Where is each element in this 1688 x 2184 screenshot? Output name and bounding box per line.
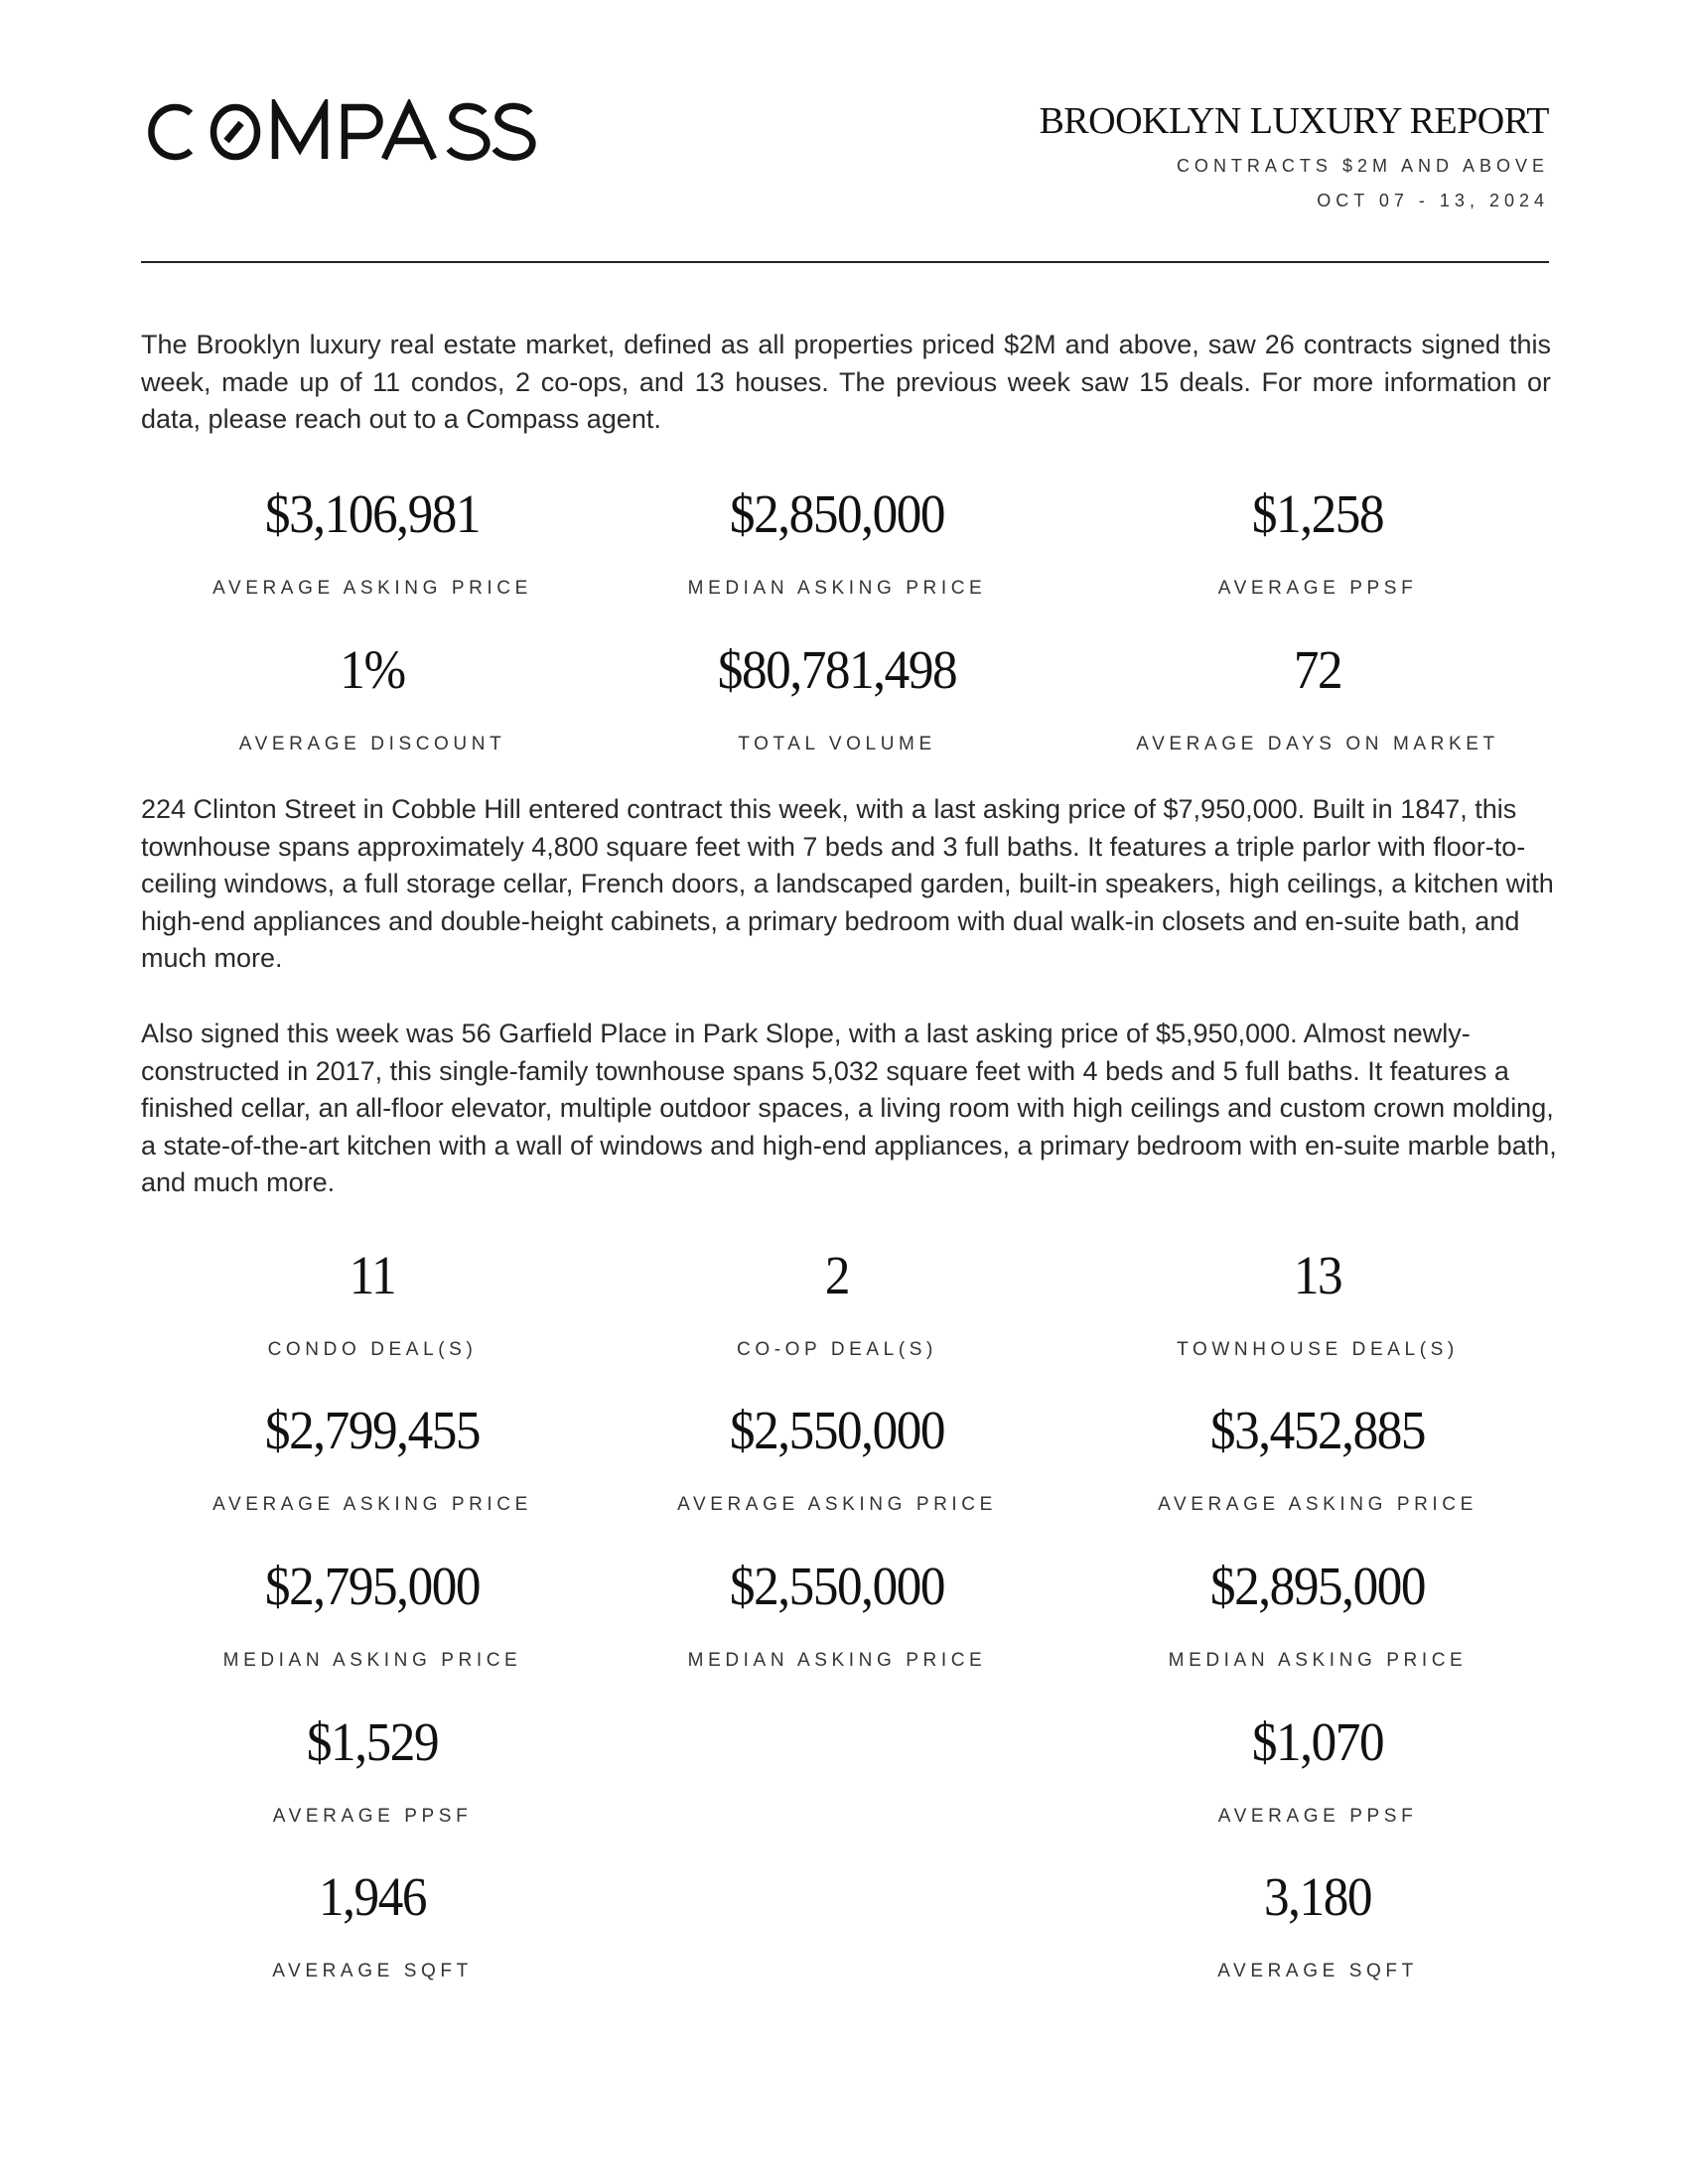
stat-label: AVERAGE PPSF [1217,1806,1418,1827]
townhouse-median-asking-price [1079,1557,1556,1672]
stat-value: $2,799,455 [264,1400,481,1460]
stat-value: 1% [340,639,405,700]
townhouse-average-sqft [1079,1867,1556,1982]
coop-average-asking-price [599,1401,1075,1516]
stat-label: AVERAGE SQFT [1217,1961,1418,1981]
header-divider [141,261,1549,263]
stat-value: 1,946 [318,1866,427,1927]
stat-label: AVERAGE ASKING PRICE [212,1494,532,1515]
stat-label: MEDIAN ASKING PRICE [687,578,987,599]
stat-label: AVERAGE DISCOUNT [238,734,506,754]
stat-label: CONDO DEAL(S) [267,1339,478,1360]
stat-value: $3,452,885 [1209,1400,1426,1460]
compass-wordmark-icon [141,99,568,165]
condo-average-sqft [134,1867,611,1982]
stat-value: $2,550,000 [729,1556,945,1616]
stat-value: $3,106,981 [264,483,481,544]
stat-label: AVERAGE PPSF [1217,578,1418,599]
stat-label: MEDIAN ASKING PRICE [687,1650,987,1671]
stat-label: MEDIAN ASKING PRICE [1168,1650,1468,1671]
stat-label: AVERAGE DAYS ON MARKET [1136,734,1499,754]
condo-average-ppsf [134,1712,611,1828]
stat-value: $80,781,498 [717,639,957,700]
stat-value: $1,070 [1251,1711,1384,1772]
coop-deals [599,1246,1075,1361]
stat-label: AVERAGE PPSF [272,1806,473,1827]
stat-value: $2,795,000 [264,1556,481,1616]
report-subtitle: CONTRACTS $2M AND ABOVE [1176,156,1549,176]
stat-total-volume [599,640,1075,755]
stat-value: 13 [1293,1245,1342,1305]
stat-average-days-on-market [1079,640,1556,755]
report-title: BROOKLYN LUXURY REPORT [1039,100,1549,142]
coop-median-asking-price [599,1557,1075,1672]
townhouse-average-asking-price [1079,1401,1556,1516]
stat-average-asking-price [134,484,611,600]
stat-value: 3,180 [1263,1866,1372,1927]
report-date-range: OCT 07 - 13, 2024 [1317,191,1549,210]
condo-average-asking-price [134,1401,611,1516]
stat-label: AVERAGE SQFT [272,1961,473,1981]
highlight-paragraph-clinton-street: 224 Clinton Street in Cobble Hill entered contract this week, with a last asking price of $7,950,000. Built in 1847, this townhouse spans approximately 4,800 square feet with 7 beds and 3 full baths. It features a triple parlor with floor-to-ceiling windows, a full storage cellar, French doors, a landscaped garden, built-in speakers, high ceilings, a kitchen with high-end appliances and double-height cabinets, a primary bedroom with dual walk-in closets and en-suite bath, and much more. [141,794,1554,974]
stat-average-discount [134,640,611,755]
stat-value: $1,258 [1251,483,1384,544]
stat-label: AVERAGE ASKING PRICE [1158,1494,1477,1515]
townhouse-deals [1079,1246,1556,1361]
stat-value: 72 [1293,639,1342,700]
stat-value: $2,850,000 [729,483,945,544]
stat-label: MEDIAN ASKING PRICE [222,1650,522,1671]
stat-value: 11 [349,1245,396,1305]
intro-paragraph: The Brooklyn luxury real estate market, defined as all properties priced $2M and above, saw 26 contracts signed this week, made up of 11 condos, 2 co-ops, and 13 houses. The previous week saw 15 deals. For more information or data, please reach out to a Compass agent. [141,330,1551,435]
stat-median-asking-price [599,484,1075,600]
highlight-paragraph-garfield-place: Also signed this week was 56 Garfield Place in Park Slope, with a last asking price of $5,950,000. Almost newly-constructed in 2017, this single-family townhouse spans 5,032 square feet with 4 beds and 5 full baths. It features a finished cellar, an all-floor elevator, multiple outdoor spaces, a living room with high ceilings and custom crown molding, a state-of-the-art kitchen with a wall of windows and high-end appliances, a primary bedroom with en-suite marble bath, and much more. [141,1019,1557,1198]
stat-value: 2 [824,1245,850,1305]
townhouse-average-ppsf [1079,1712,1556,1828]
condo-median-asking-price [134,1557,611,1672]
compass-logo [141,99,568,165]
stat-value: $1,529 [306,1711,439,1772]
stat-label: AVERAGE ASKING PRICE [677,1494,997,1515]
stat-label: TOWNHOUSE DEAL(S) [1177,1339,1459,1360]
stat-value: $2,895,000 [1209,1556,1426,1616]
stat-label: TOTAL VOLUME [738,734,936,754]
stat-label: AVERAGE ASKING PRICE [212,578,532,599]
condo-deals [134,1246,611,1361]
stat-average-ppsf [1079,484,1556,600]
stat-label: CO-OP DEAL(S) [737,1339,937,1360]
stat-value: $2,550,000 [729,1400,945,1460]
